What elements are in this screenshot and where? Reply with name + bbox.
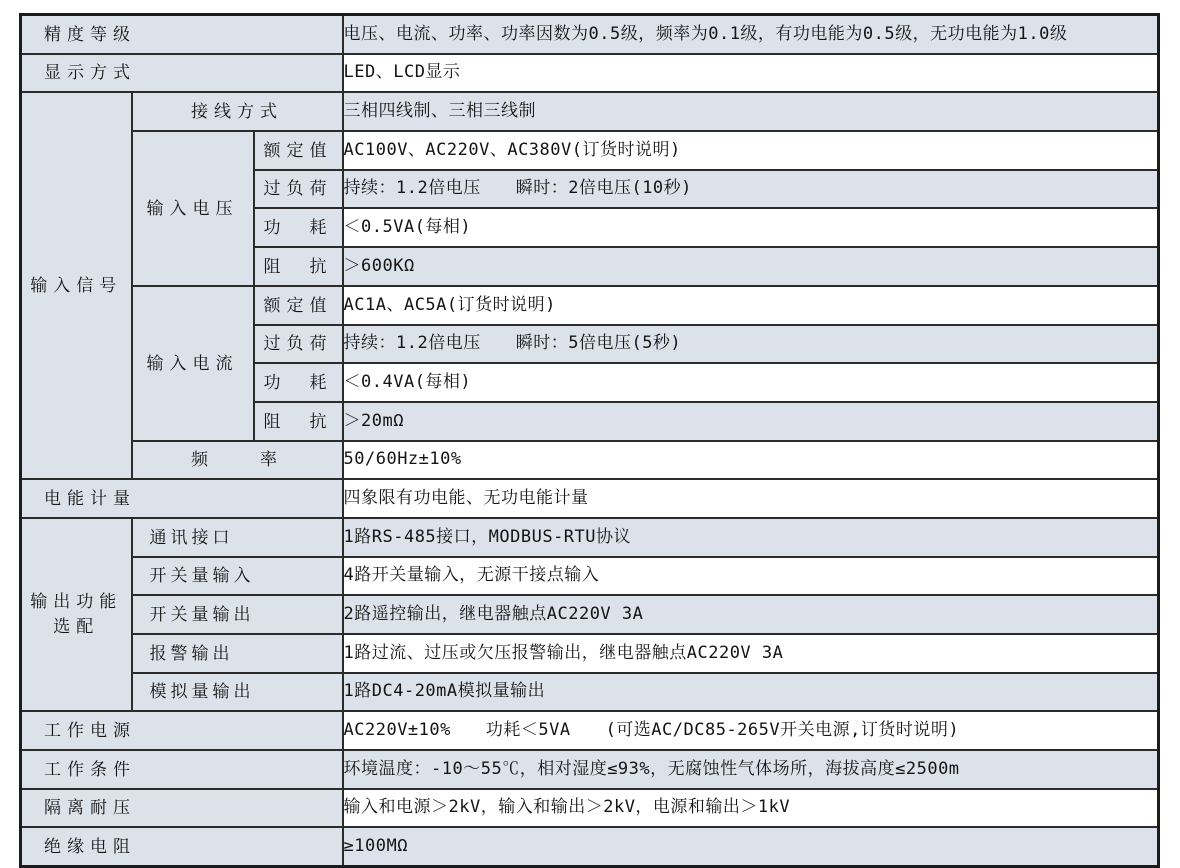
accuracy-value: 电压、电流、功率、功率因数为0.5级，频率为0.1级，有功电能为0.5级，无功电能为1.0级 [343,15,1159,54]
energy-metering-value: 四象限有功电能、无功电能计量 [343,479,1159,518]
spec-table [19,13,1160,868]
display-mode-label: 显示方式 [21,54,343,93]
display-mode-value: LED、LCD显示 [343,54,1159,93]
output-options-label-line1: 输出功能 [30,592,123,612]
row-frequency [21,441,1159,480]
accuracy-label: 精度等级 [21,15,343,54]
wiring-value: 三相四线制、三相三线制 [343,92,1159,131]
power-supply-value: AC220V±10% 功耗＜5VA (可选AC/DC85-265V开关电源,订货时说明) [343,711,1159,750]
row-isolation-voltage [21,789,1159,828]
current-rated-label: 额定值 [254,286,343,325]
current-overload-value: 持续：1.2倍电压 瞬时：5倍电压(5秒) [343,325,1159,364]
isolation-voltage-value: 输入和电源＞2kV，输入和输出＞2kV，电源和输出＞1kV [343,789,1159,828]
current-impedance-value: ＞20mΩ [343,402,1159,441]
voltage-impedance-label: 阻 抗 [254,247,343,286]
row-analog-output [21,673,1159,712]
voltage-rated-value: AC100V、AC220V、AC380V(订货时说明) [343,131,1159,170]
output-options-label-line2: 选配 [53,616,100,636]
current-overload-label: 过负荷 [254,325,343,364]
output-options-label [21,518,132,711]
current-impedance-label: 阻 抗 [254,402,343,441]
alarm-output-value: 1路过流、过压或欠压报警输出，继电器触点AC220V 3A [343,634,1159,673]
row-alarm-output [21,634,1159,673]
analog-output-value: 1路DC4-20mA模拟量输出 [343,673,1159,712]
insulation-resistance-value: ≥100MΩ [343,827,1159,866]
analog-output-label: 模拟量输出 [132,673,343,712]
voltage-overload-value: 持续：1.2倍电压 瞬时：2倍电压(10秒) [343,170,1159,209]
row-voltage-rated [21,131,1159,170]
wiring-label: 接线方式 [132,92,343,131]
row-working-conditions [21,750,1159,789]
row-insulation-resistance [21,827,1159,866]
current-rated-value: AC1A、AC5A(订货时说明) [343,286,1159,325]
current-consumption-label: 功 耗 [254,363,343,402]
digital-input-label: 开关量输入 [132,557,343,596]
frequency-label: 频 率 [132,441,343,480]
isolation-voltage-label: 隔离耐压 [21,789,343,828]
input-signal-label: 输入信号 [21,92,132,479]
input-voltage-label: 输入电压 [132,131,254,286]
alarm-output-label: 报警输出 [132,634,343,673]
voltage-overload-label: 过负荷 [254,170,343,209]
working-conditions-label: 工作条件 [21,750,343,789]
row-accuracy [21,15,1159,54]
working-conditions-value: 环境温度：-10～55℃，相对湿度≤93%，无腐蚀性气体场所，海拔高度≤2500m [343,750,1159,789]
row-current-rated [21,286,1159,325]
input-current-label: 输入电流 [132,286,254,441]
voltage-consumption-value: ＜0.5VA(每相) [343,208,1159,247]
digital-output-label: 开关量输出 [132,595,343,634]
insulation-resistance-label: 绝缘电阻 [21,827,343,866]
frequency-value: 50/60Hz±10% [343,441,1159,480]
comm-interface-label: 通讯接口 [132,518,343,557]
voltage-rated-label: 额定值 [254,131,343,170]
energy-metering-label: 电能计量 [21,479,343,518]
row-energy-metering [21,479,1159,518]
comm-interface-value: 1路RS-485接口，MODBUS-RTU协议 [343,518,1159,557]
digital-input-value: 4路开关量输入，无源干接点输入 [343,557,1159,596]
power-supply-label: 工作电源 [21,711,343,750]
digital-output-value: 2路遥控输出，继电器触点AC220V 3A [343,595,1159,634]
row-comm-interface [21,518,1159,557]
current-consumption-value: ＜0.4VA(每相) [343,363,1159,402]
row-display-mode [21,54,1159,93]
row-digital-output [21,595,1159,634]
voltage-impedance-value: ＞600KΩ [343,247,1159,286]
row-digital-input [21,557,1159,596]
row-power-supply [21,711,1159,750]
row-wiring [21,92,1159,131]
voltage-consumption-label: 功 耗 [254,208,343,247]
